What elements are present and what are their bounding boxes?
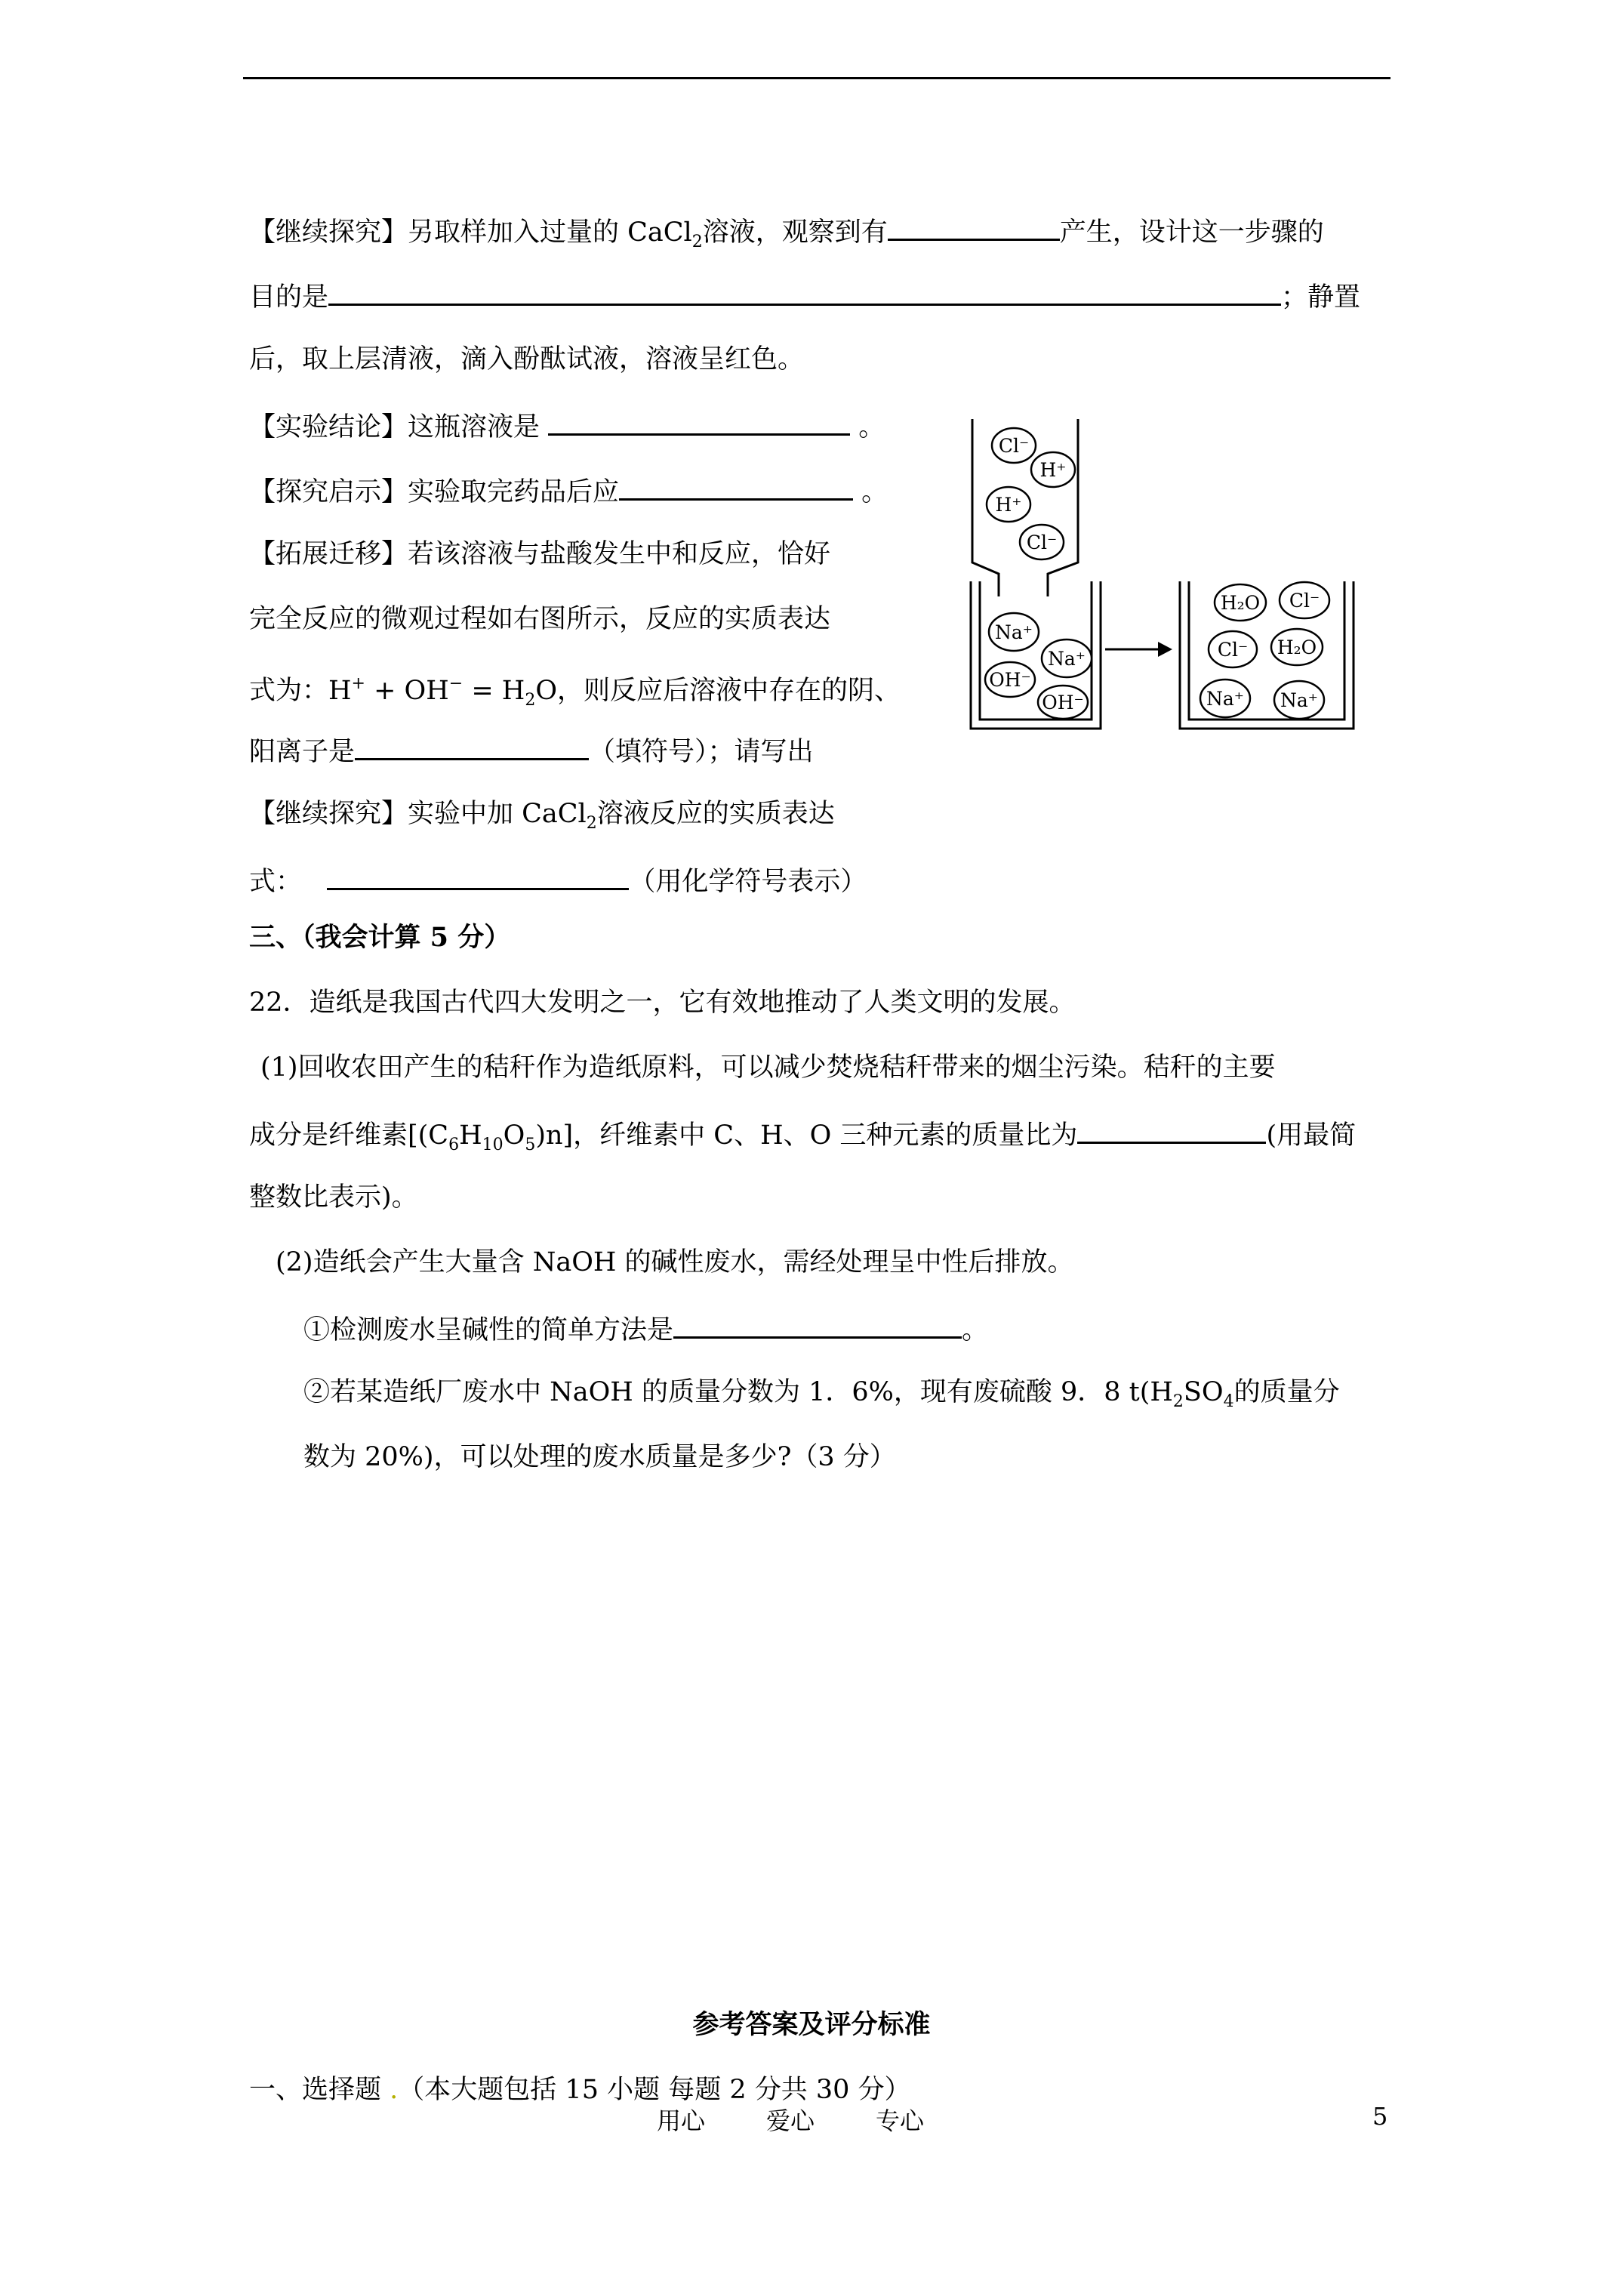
footer-item2: 爱心 xyxy=(766,2106,815,2135)
q22-part2-line1: (2)造纸会产生大量含 NaOH 的碱性废水，需经处理呈中性后排放。 xyxy=(276,1247,1074,1277)
extend-line2: 完全反应的微观过程如右图所示，反应的实质表达 xyxy=(249,604,831,634)
right-ion-1: H₂O xyxy=(1220,592,1261,614)
right-ion-6: Na⁺ xyxy=(1280,689,1318,711)
q22-stem: 22．造纸是我国古代四大发明之一，它有效地推动了人类文明的发展。 xyxy=(249,988,1076,1018)
funnel-right-wall xyxy=(1048,419,1078,596)
right-ion-2: Cl⁻ xyxy=(1289,590,1320,612)
q22-part1-line3: 整数比表示)。 xyxy=(249,1182,418,1213)
left-ion-3: OH⁻ xyxy=(989,669,1031,691)
blank-ions[interactable] xyxy=(355,732,589,760)
continue-explore2-line2: 式： （用化学符号表示） xyxy=(249,862,867,898)
q22-part1-line2: 成分是纤维素$[(C_6H_{10}O_5)n]$，纤维素中 C、H、O 三种元素的质量比为 (用最简 xyxy=(249,1116,1356,1162)
funnel-ion-3: H⁺ xyxy=(995,494,1022,516)
answers-title: 参考答案及评分标准 xyxy=(692,2009,931,2040)
right-ion-4: H₂O xyxy=(1277,636,1317,658)
q22-part2-sub2-line1: ②若某造纸厂废水中 NaOH 的质量分数为 1．6%，现有废硫酸 9．8 $t(H_2SO_4$的质量分 xyxy=(303,1377,1340,1411)
answers-section1: 一、选择题 .（本大题包括 15 小题 每题 2 分共 30 分） xyxy=(249,2075,911,2105)
continue-explore2-line1: 【继续探究】实验中加 CaCl$_2$溶液反应的实质表达 xyxy=(249,799,835,833)
section3-title: 三、（我会计算 5 分） xyxy=(249,922,511,953)
blank-conclusion[interactable] xyxy=(548,408,850,436)
extend-line1: 【拓展迁移】若该溶液与盐酸发生中和反应，恰好 xyxy=(249,539,831,569)
header-rule xyxy=(243,77,1390,79)
continue-explore-line3: 后，取上层清液，滴入酚酞试液，溶液呈红色。 xyxy=(249,344,805,374)
q22-part2-sub2-line2: 数为 20%)，可以处理的废水质量是多少?（3 分） xyxy=(303,1442,896,1472)
footer-item3: 专心 xyxy=(876,2106,925,2135)
q22-part1-line1: (1)回收农田产生的秸秆作为造纸原料，可以减少焚烧秸秆带来的烟尘污染。秸秆的主要 xyxy=(260,1052,1276,1083)
blank-method[interactable] xyxy=(673,1311,962,1339)
experiment-conclusion: 【实验结论】这瓶溶液是 。 xyxy=(249,408,885,444)
explore-inspiration: 【探究启示】实验取完药品后应 。 xyxy=(249,473,888,509)
arrow-head xyxy=(1158,642,1172,657)
left-ion-2: Na⁺ xyxy=(1048,648,1086,670)
funnel-ion-4: Cl⁻ xyxy=(1026,532,1058,553)
funnel-ion-2: H⁺ xyxy=(1039,459,1067,481)
footer-item1: 用心 xyxy=(657,2106,706,2135)
continue-explore-line2: 目的是 ；静置 xyxy=(249,278,1360,314)
extend-line3: 式为：$H^+ + OH^- = H_2O$，则反应后溶液中存在的阴、 xyxy=(249,674,901,710)
blank-equation[interactable] xyxy=(327,862,629,890)
funnel-ion-1: Cl⁻ xyxy=(998,435,1030,457)
q22-part2-sub1: ①检测废水呈碱性的简单方法是 。 xyxy=(303,1311,988,1347)
continue-explore-line1: 【继续探究】另取样加入过量的 CaCl$_2$溶液，观察到有 产生，设计这一步骤的 xyxy=(249,213,1324,259)
right-ion-3: Cl⁻ xyxy=(1217,639,1249,661)
left-ion-4: OH⁻ xyxy=(1042,692,1084,713)
blank-inspiration[interactable] xyxy=(619,473,853,501)
page-number: 5 xyxy=(1372,2102,1388,2131)
blank-observation[interactable] xyxy=(888,213,1060,241)
left-ion-1: Na⁺ xyxy=(995,621,1033,643)
neutralization-diagram xyxy=(957,411,1372,736)
extend-line4: 阳离子是 （填符号）；请写出 xyxy=(249,732,814,769)
blank-mass-ratio[interactable] xyxy=(1077,1116,1266,1144)
blank-purpose[interactable] xyxy=(328,278,1281,306)
right-ion-5: Na⁺ xyxy=(1206,688,1244,710)
